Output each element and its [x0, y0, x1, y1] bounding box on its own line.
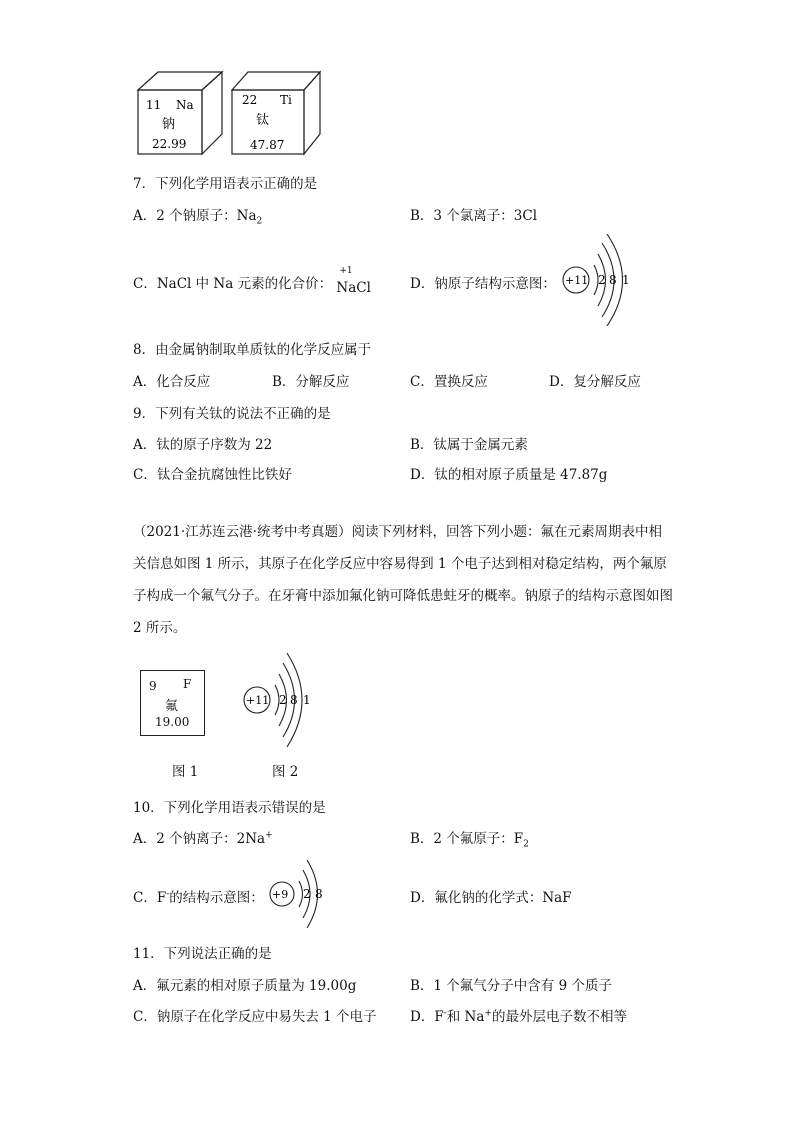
element-symbol: Ti [280, 93, 292, 107]
fluoride-ion-diagram [266, 858, 328, 930]
shell-electrons-1: 2 [303, 887, 311, 901]
q11-option-d-text-2: 和 Na [446, 1009, 485, 1025]
q10-option-a-text: A．2 个钠离子：2Na [133, 831, 266, 847]
q7-option-d-text: D．钠原子结构示意图： [410, 276, 556, 292]
element-symbol: F [183, 677, 192, 691]
figure-2-label: 图 2 [272, 764, 299, 780]
atomic-mass: 47.87 [250, 138, 285, 152]
fluorine-element-cell [140, 670, 205, 736]
q8-option-d[interactable]: D．复分解反应 [549, 374, 641, 390]
q10-option-a-superscript: + [265, 830, 273, 841]
shell-electrons-1: 2 [279, 693, 287, 707]
q7-option-a-text: A．2 个钠原子：Na [133, 208, 257, 224]
q9-option-c[interactable]: C．钛合金抗腐蚀性比铁好 [133, 467, 292, 483]
nucleus-charge: +9 [272, 888, 289, 901]
element-name: 钛 [256, 113, 270, 128]
element-symbol: Na [176, 98, 194, 112]
q11-option-d-text-3: 的最外层电子数不相等 [491, 1009, 627, 1025]
q10-option-c[interactable] [133, 886, 264, 906]
q7-option-c[interactable] [133, 266, 371, 296]
element-cube-na [138, 72, 222, 154]
question-8-stem: 8．由金属钠制取单质钛的化学反应属于 [133, 342, 372, 358]
q11-option-d-superscript-2: + [484, 1008, 492, 1019]
atomic-mass: 19.00 [155, 715, 190, 729]
formula-nacl: NaCl [336, 280, 371, 296]
question-9-stem: 9．下列有关钛的说法不正确的是 [133, 406, 331, 422]
q11-option-c[interactable]: C．钠原子在化学反应中易失去 1 个电子 [133, 1009, 377, 1025]
q9-option-b[interactable]: B．钛属于金属元素 [410, 437, 528, 453]
q7-option-d[interactable] [410, 272, 556, 292]
q11-option-d-superscript-1: - [443, 1008, 447, 1019]
question-11-stem: 11．下列说法正确的是 [133, 946, 272, 962]
q7-option-b[interactable]: B．3 个氯离子：3Cl [410, 208, 538, 224]
q8-option-b[interactable]: B．分解反应 [272, 374, 350, 390]
q10-option-b-subscript: 2 [523, 839, 529, 850]
nucleus-charge: +11 [246, 694, 270, 707]
shell-electrons-2: 8 [290, 693, 298, 707]
q9-option-d[interactable]: D．钛的相对原子质量是 47.87g [410, 467, 608, 483]
q9-option-a[interactable]: A．钛的原子序数为 22 [133, 437, 273, 453]
q7-option-c-text: C．NaCl 中 Na 元素的化合价： [133, 276, 333, 292]
atomic-mass: 22.99 [152, 137, 187, 151]
q7-option-a[interactable] [133, 204, 262, 227]
element-name: 钠 [162, 117, 176, 132]
q10-option-a[interactable] [133, 827, 273, 847]
shell-electrons-3: 1 [622, 273, 630, 287]
q11-option-d[interactable] [410, 1005, 627, 1025]
sodium-atom-diagram-fig2 [240, 652, 320, 748]
q11-option-a[interactable]: A．氟元素的相对原子质量为 19.00g [133, 978, 357, 994]
sodium-atom-diagram-q7d [560, 234, 640, 326]
question-10-stem: 10．下列化学用语表示错误的是 [133, 800, 326, 816]
shell-electrons-1: 2 [598, 273, 606, 287]
figure-1-label: 图 1 [172, 764, 199, 780]
shell-electrons-2: 8 [315, 887, 323, 901]
q10-option-c-superscript: - [166, 889, 170, 900]
q8-option-a[interactable]: A．化合反应 [133, 374, 211, 390]
q8-option-c[interactable]: C．置换反应 [410, 374, 488, 390]
q10-option-c-suffix: 的结构示意图： [169, 890, 264, 906]
valence-mark: +1 [339, 266, 353, 276]
q10-option-c-text: C．F [133, 890, 167, 906]
q11-option-d-text-1: D．F [410, 1009, 444, 1025]
q7-option-a-subscript: 2 [256, 216, 263, 227]
q10-option-b[interactable] [410, 827, 529, 850]
q10-option-b-text: B．2 个氟原子：F [410, 831, 524, 847]
valence-formula [336, 266, 371, 296]
element-cubes-figure [130, 68, 330, 160]
q10-option-d[interactable]: D．氟化钠的化学式：NaF [410, 890, 572, 906]
element-name: 氟 [165, 699, 179, 714]
q11-option-b[interactable]: B．1 个氟气分子中含有 9 个质子 [410, 978, 612, 994]
element-cube-ti [232, 72, 320, 154]
reading-passage: （2021·江苏连云港·统考中考真题）阅读下列材料，回答下列小题：氟在元素周期表中相关信息如图 1 所示，其原子在化学反应中容易得到 1 个电子达到相对稳定结构，两个氟原子构成一个氟气分子。在牙膏中添加氟化钠可降低患蛀牙的概率。钠原子的结构示意图如图 2 所示。 [133, 524, 673, 636]
atomic-number: 22 [242, 93, 258, 107]
shell-electrons-3: 1 [303, 693, 311, 707]
atomic-number: 9 [149, 679, 157, 693]
atomic-number: 11 [146, 98, 162, 112]
nucleus-charge: +11 [565, 274, 589, 287]
question-7-stem: 7．下列化学用语表示正确的是 [133, 176, 318, 192]
shell-electrons-2: 8 [609, 273, 617, 287]
